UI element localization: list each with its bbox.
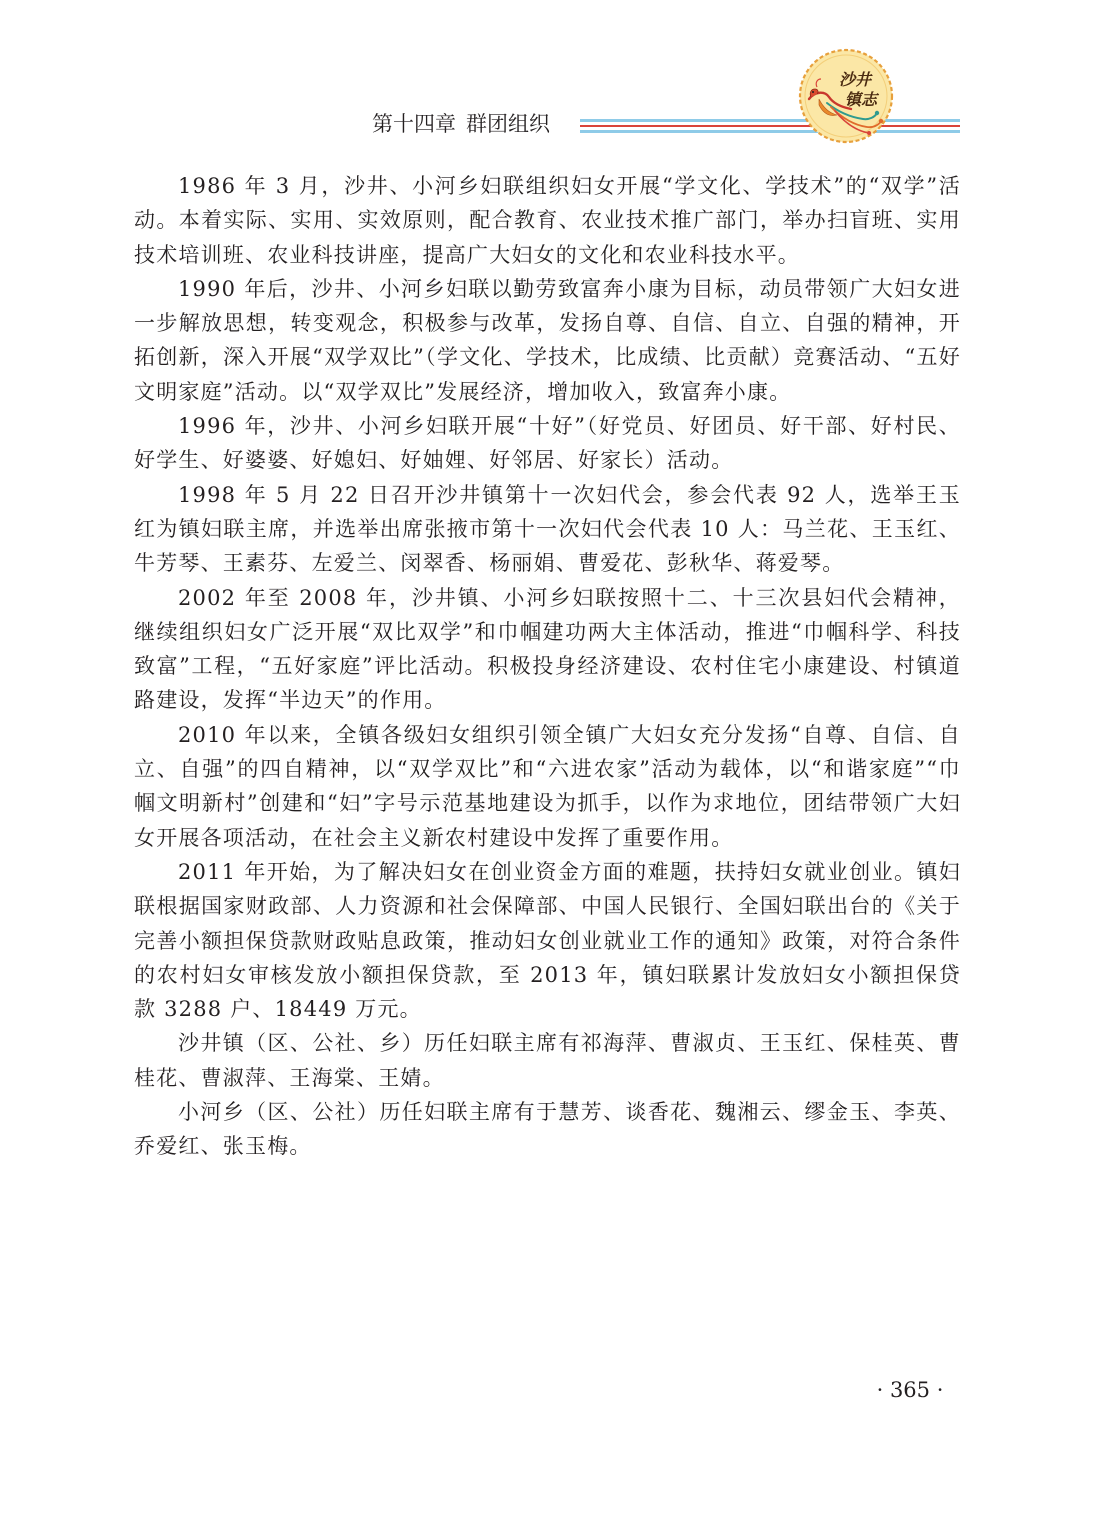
header-rule-blue-bottom bbox=[580, 130, 960, 133]
running-head bbox=[372, 110, 550, 138]
body-paragraph: 沙井镇（区、公社、乡）历任妇联主席有祁海萍、曹淑贞、王玉红、保桂英、曹桂花、曹淑萍、王海棠、王婧。 bbox=[134, 1031, 961, 1090]
body-paragraph: 1998 年 5 月 22 日召开沙井镇第十一次妇代会，参会代表 92 人，选举王玉红为镇妇联主席，并选举出席张掖市第十一次妇代会代表 10 人：马兰花、王玉红、牛芳琴、王素芬、左爱兰、闵翠香、杨丽娟、曹爱花、彭秋华、蒋爱琴。 bbox=[134, 482, 961, 576]
body-paragraph: 1990 年后，沙井、小河乡妇联以勤劳致富奔小康为目标，动员带领广大妇女进一步解放思想，转变观念，积极参与改革，发扬自尊、自信、自立、自强的精神，开拓创新，深入开展“双学双比”（学文化、学技术，比成绩、比贡献）竞赛活动、“五好文明家庭”活动。以“双学双比”发展经济，增加收入，致富奔小康。 bbox=[134, 276, 961, 404]
page-number: · 365 · bbox=[876, 1378, 944, 1402]
header-rule-red bbox=[580, 125, 960, 127]
body-text bbox=[134, 169, 961, 1164]
header-rule-blue-top bbox=[580, 119, 960, 122]
chapter-number: 第十四章 bbox=[372, 112, 456, 136]
chapter-title: 群团组织 bbox=[466, 112, 550, 136]
logo-lettering: 沙井 bbox=[838, 70, 872, 89]
body-paragraph: 2002 年至 2008 年，沙井镇、小河乡妇联按照十二、十三次县妇代会精神，继续组织妇女广泛开展“双比双学”和巾帼建功两大主体活动，推进“巾帼科学、科技致富”工程，“五好家庭”评比活动。积极投身经济建设、农村住宅小康建设、村镇道路建设，发挥“半边天”的作用。 bbox=[134, 585, 961, 713]
body-paragraph: 1996 年，沙井、小河乡妇联开展“十好”（好党员、好团员、好干部、好村民、好学生、好婆婆、好媳妇、好妯娌、好邻居、好家长）活动。 bbox=[134, 414, 961, 473]
body-paragraph: 1986 年 3 月，沙井、小河乡妇联组织妇女开展“学文化、学技术”的“双学”活动。本着实际、实用、实效原则，配合教育、农业技术推广部门，举办扫盲班、实用技术培训班、农业科技讲座，提高广大妇女的文化和农业科技水平。 bbox=[134, 174, 961, 267]
body-paragraph: 小河乡（区、公社）历任妇联主席有于慧芳、谈香花、魏湘云、缪金玉、李英、乔爱红、张玉梅。 bbox=[134, 1100, 961, 1159]
book-emblem-logo bbox=[797, 47, 895, 145]
body-paragraph: 2010 年以来，全镇各级妇女组织引领全镇广大妇女充分发扬“自尊、自信、自立、自强”的四自精神，以“双学双比”和“六进农家”活动为载体，以“和谐家庭”“巾帼文明新村”创建和“妇”字号示范基地建设为抓手，以作为求地位，团结带领广大妇女开展各项活动，在社会主义新农村建设中发挥了重要作用。 bbox=[134, 722, 961, 850]
body-paragraph: 2011 年开始，为了解决妇女在创业资金方面的难题，扶持妇女就业创业。镇妇联根据国家财政部、人力资源和社会保障部、中国人民银行、全国妇联出台的《关于完善小额担保贷款财政贴息政策，推动妇女创业就业工作的通知》政策，对符合条件的农村妇女审核发放小额担保贷款，至 2013 年，镇妇联累计发放妇女小额担保贷款 3288 户、18449 万元。 bbox=[134, 859, 961, 1022]
header-rule bbox=[580, 119, 960, 135]
logo-lettering: 镇志 bbox=[844, 90, 878, 109]
